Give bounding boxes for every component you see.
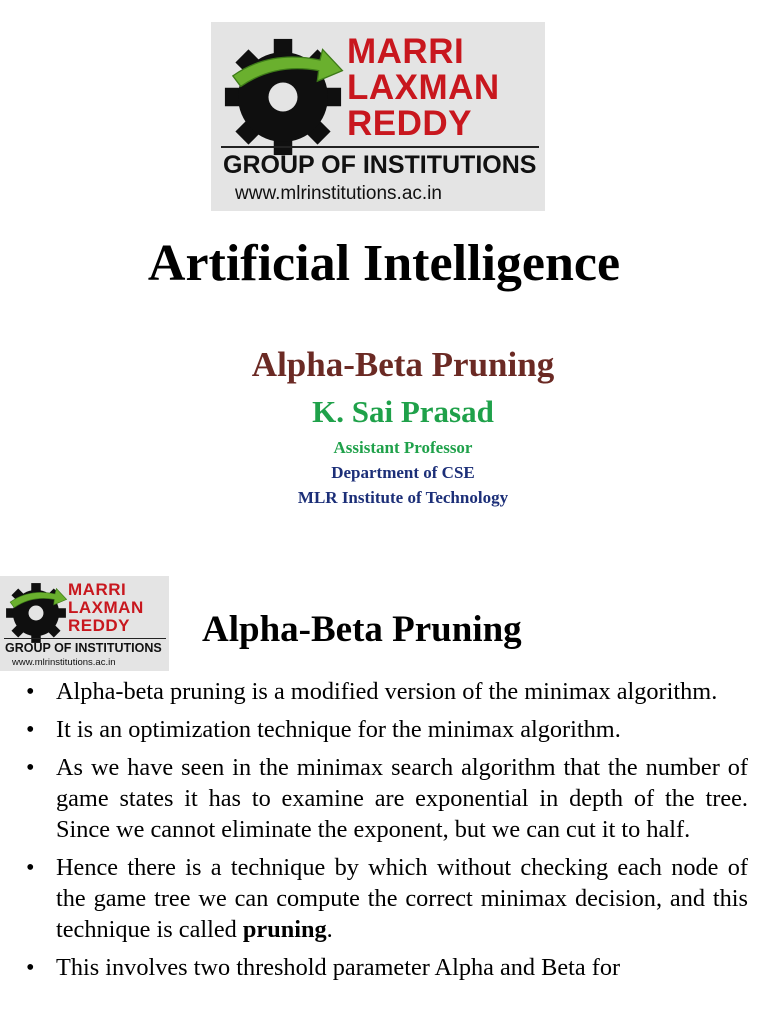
- bullet-text: It is an optimization technique for the minimax algorithm.: [56, 716, 621, 743]
- institution-logo-small: [0, 576, 169, 671]
- logo-url: www.mlrinstitutions.ac.in: [12, 657, 116, 668]
- logo-group-text: GROUP OF INSTITUTIONS: [223, 151, 537, 179]
- bullet-marker: •: [26, 716, 35, 743]
- logo-word-laxman: LAXMAN: [68, 598, 144, 617]
- logo-divider: [4, 638, 166, 639]
- bullet-list: [26, 676, 748, 990]
- logo-word-marri: MARRI: [347, 32, 465, 71]
- logo-word-reddy: REDDY: [347, 104, 473, 143]
- bullet-marker: •: [26, 854, 35, 881]
- bullet-item: [26, 676, 748, 707]
- bullet-marker: •: [26, 678, 35, 705]
- author-department: Department of CSE: [331, 463, 475, 482]
- logo-word-reddy: REDDY: [68, 616, 131, 635]
- author-name: K. Sai Prasad: [312, 394, 494, 429]
- author-role: Assistant Professor: [333, 438, 473, 457]
- logo-url: www.mlrinstitutions.ac.in: [235, 183, 442, 204]
- logo-group-text: GROUP OF INSTITUTIONS: [5, 641, 162, 655]
- bullet-item: [26, 852, 748, 945]
- bullet-text: As we have seen in the minimax search algorithm that the number of game states it has to examine are exponential in depth of the tree. Since we cannot eliminate the exponent, but we can cut it to half.: [56, 754, 748, 843]
- bullet-marker: •: [26, 954, 35, 981]
- presentation-subtitle: Alpha-Beta Pruning: [251, 345, 555, 384]
- bullet-text: Alpha-beta pruning is a modified version of the minimax algorithm.: [56, 678, 718, 705]
- bullet-item: [26, 952, 748, 983]
- bullet-text: Hence there is a technique by which without checking each node of the game tree we can compute the correct minimax decision, and this technique is called: [56, 854, 748, 943]
- logo-word-laxman: LAXMAN: [347, 68, 500, 107]
- logo-divider: [221, 146, 539, 148]
- content-slide: [0, 560, 768, 1024]
- institution-logo: [211, 22, 545, 211]
- bullet-text: This involves two threshold parameter Alpha and Beta for: [56, 954, 621, 981]
- bullet-marker: •: [26, 754, 35, 781]
- slide-title: Alpha-Beta Pruning: [202, 609, 522, 650]
- author-institute: MLR Institute of Technology: [297, 488, 509, 507]
- bullet-text-tail: .: [326, 916, 333, 943]
- logo-word-marri: MARRI: [68, 580, 127, 599]
- presentation-title: Artificial Intelligence: [147, 235, 621, 292]
- bullet-bold-term: pruning: [242, 916, 327, 943]
- bullet-item: [26, 752, 748, 845]
- bullet-item: [26, 714, 748, 745]
